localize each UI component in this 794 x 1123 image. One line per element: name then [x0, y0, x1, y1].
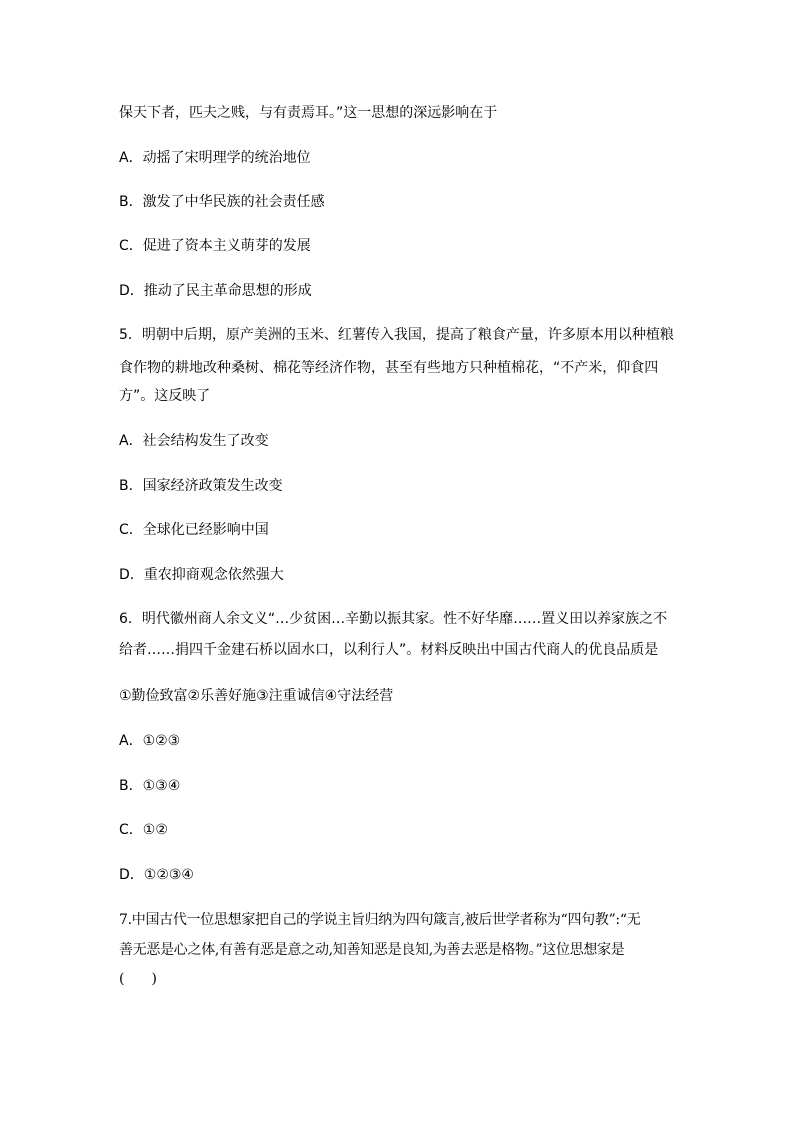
q5-stem-line-3: 方”。这反映了 — [119, 388, 211, 404]
q4-option-b: B．激发了中华民族的社会责任感 — [119, 194, 325, 210]
q4-stem-tail: 保天下者，匹夫之贱，与有责焉耳。”这一思想的深远影响在于 — [119, 105, 498, 121]
q5-stem-line-2: 食作物的耕地改种桑树、棉花等经济作物，甚至有些地方只种植棉花，“不产米，仰食四 — [119, 360, 659, 376]
q6-option-c: C．①② — [119, 822, 168, 838]
q7-stem-line-1: 7.中国古代一位思想家把自己的学说主旨归纳为四句箴言,被后世学者称为“四句教”:“无 — [119, 912, 641, 928]
q4-option-a: A．动摇了宋明理学的统治地位 — [119, 150, 311, 166]
q6-option-b: B．①③④ — [119, 778, 181, 794]
q4-option-d: D．推动了民主革命思想的形成 — [119, 283, 312, 299]
q7-stem-line-2: 善无恶是心之体,有善有恶是意之动,知善知恶是良知,为善去恶是格物。”这位思想家是 — [119, 942, 625, 958]
q5-option-b: B．国家经济政策发生改变 — [119, 478, 283, 494]
q6-stem-line-2: 给者……捐四千金建石桥以固水口，以利行人”。材料反映出中国古代商人的优良品质是 — [119, 642, 659, 658]
q6-option-d: D．①②③④ — [119, 867, 194, 883]
q5-option-c: C．全球化已经影响中国 — [119, 522, 269, 538]
q4-option-c: C．促进了资本主义萌芽的发展 — [119, 238, 311, 254]
q5-option-a: A．社会结构发生了改变 — [119, 433, 269, 449]
q6-stem-line-3: ①勤俭致富②乐善好施③注重诚信④守法经营 — [119, 688, 394, 704]
q6-option-a: A．①②③ — [119, 733, 181, 749]
q7-answer-blank: ( ) — [119, 971, 157, 987]
q5-stem-line-1: 5．明朝中后期，原产美洲的玉米、红薯传入我国，提高了粮食产量，许多原本用以种植粮 — [119, 327, 674, 343]
q5-option-d: D．重农抑商观念依然强大 — [119, 567, 284, 583]
q6-stem-line-1: 6．明代徽州商人余文义“…少贫困…辛勤以振其家。性不好华靡……置义田以养家族之不 — [119, 611, 668, 627]
